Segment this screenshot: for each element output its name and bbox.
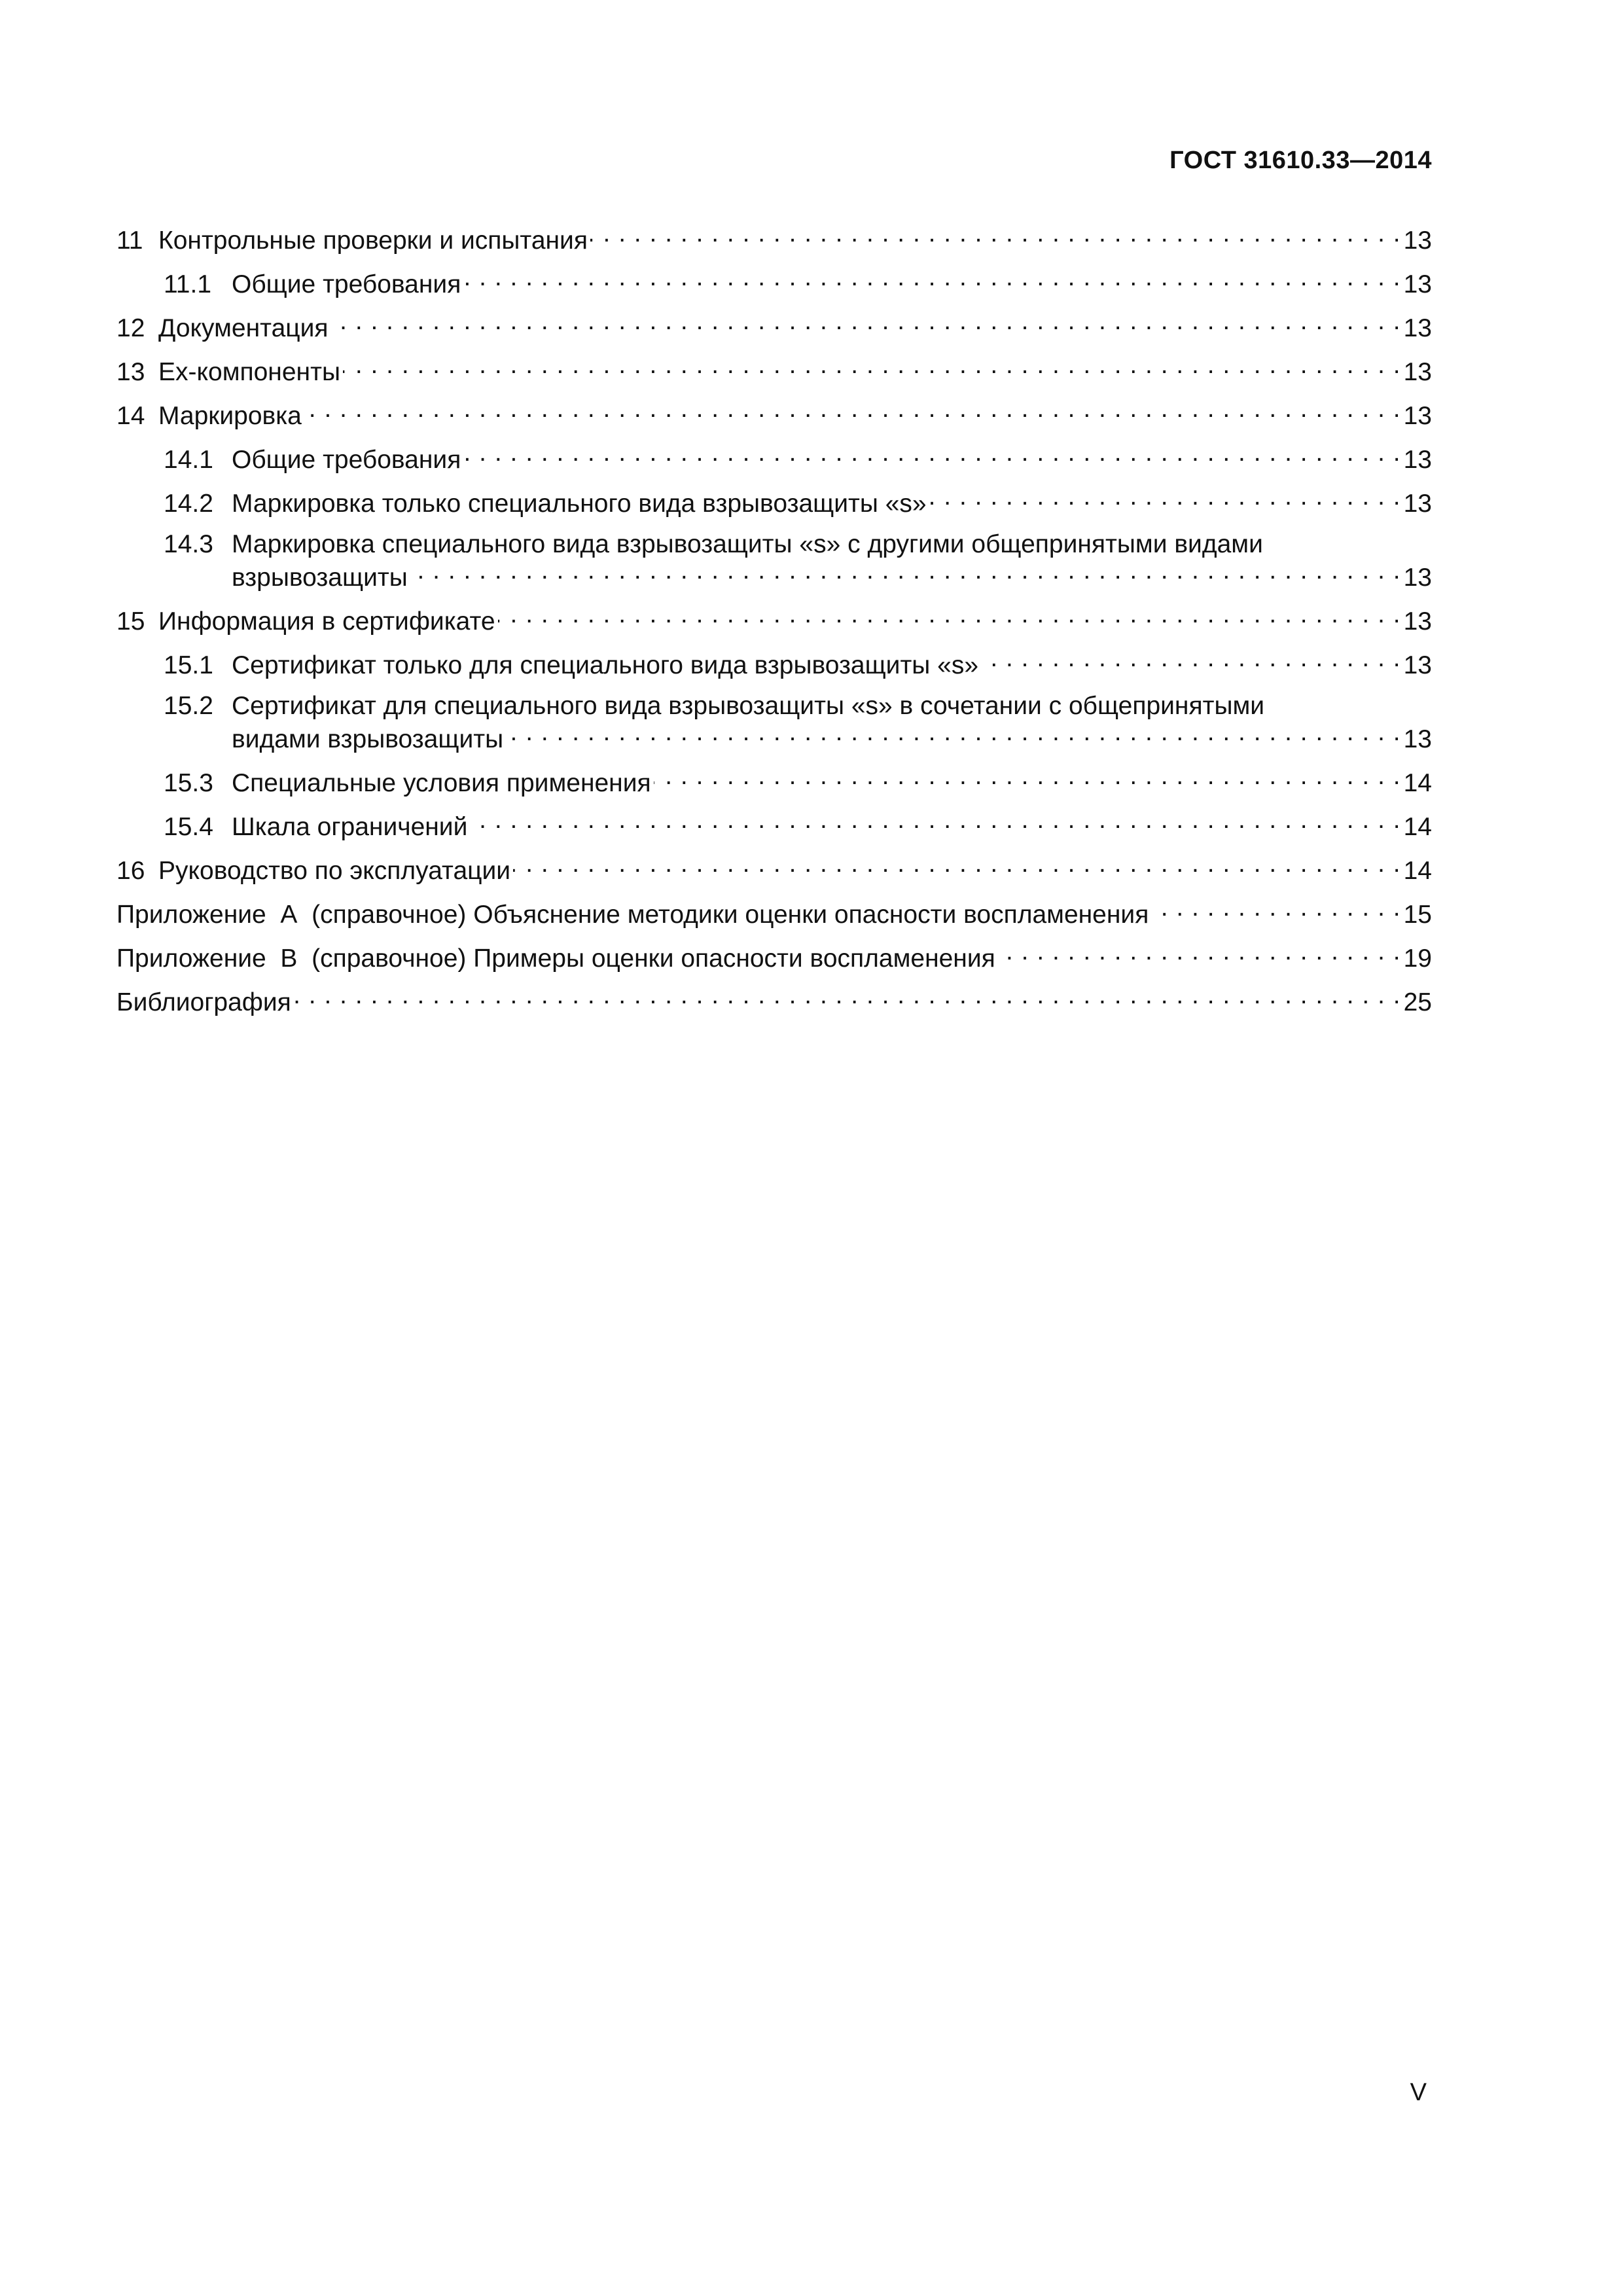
toc-entry-11[interactable] [116, 223, 1432, 256]
dot-leader [981, 647, 1401, 673]
dot-leader [513, 853, 1401, 879]
dot-leader [463, 266, 1400, 293]
toc-entry-number: 15.4 [164, 813, 213, 841]
toc-entry-page: 13 [1403, 725, 1432, 753]
toc-entry-title: Информация в сертификате [158, 607, 495, 636]
toc-entry-appendix-a[interactable] [116, 897, 1432, 930]
toc-entry-page: 14 [1403, 857, 1432, 885]
toc-entry-title: Руководство по эксплуатации [158, 857, 511, 885]
toc-entry-page: 13 [1403, 270, 1432, 298]
toc-entry-page: 13 [1403, 314, 1432, 342]
toc-entry-number: 14.3 [164, 530, 213, 558]
toc-entry-title: Общие требования [232, 270, 461, 298]
dot-leader [1151, 897, 1400, 923]
toc-entry-number: 16 [116, 857, 145, 885]
dot-leader [331, 310, 1401, 336]
toc-entry-12[interactable] [116, 310, 1432, 344]
dot-leader [343, 354, 1401, 380]
dot-leader [998, 941, 1401, 967]
toc-entry-page: 13 [1403, 402, 1432, 430]
toc-entry-15-2[interactable] [116, 691, 1432, 755]
toc-entry-number: 15.2 [164, 692, 213, 720]
toc-entry-16[interactable] [116, 853, 1432, 886]
toc-entry-title: Документация [158, 314, 329, 342]
toc-entry-14-1[interactable] [116, 442, 1432, 475]
toc-entry-page: 14 [1403, 769, 1432, 797]
toc-entry-number: 15.3 [164, 769, 213, 797]
dot-leader [304, 398, 1401, 424]
toc-entry-number: 15 [116, 607, 145, 636]
dot-leader [294, 984, 1401, 1011]
toc-entry-title: Приложение А (справочное) Объяснение методики оценки опасности воспламенения [116, 901, 1149, 929]
toc-entry-15-4[interactable] [116, 809, 1432, 842]
toc-entry-page: 13 [1403, 564, 1432, 592]
toc-entry-number: 12 [116, 314, 145, 342]
toc-entry-title-line2: видами взрывозащиты [232, 725, 504, 753]
toc-entry-title-line1: Сертификат для специального вида взрывозащиты «s» в сочетании с общепринятыми [232, 692, 1265, 720]
dot-leader [498, 603, 1401, 630]
toc-entry-14-3[interactable] [116, 529, 1432, 593]
toc-entry-title: Библиография [116, 988, 291, 1016]
toc-entry-number: 14 [116, 402, 145, 430]
toc-entry-title: Маркировка [158, 402, 302, 430]
toc-entry-title: Контрольные проверки и испытания [158, 226, 588, 255]
toc-entry-page: 13 [1403, 651, 1432, 679]
toc-entry-11-1[interactable] [116, 266, 1432, 300]
toc-entry-page: 14 [1403, 813, 1432, 841]
toc-entry-number: 14.1 [164, 446, 213, 474]
toc-entry-title: Приложение В (справочное) Примеры оценки опасности воспламенения [116, 944, 995, 973]
page-number: V [1410, 2079, 1427, 2106]
toc-entry-15-3[interactable] [116, 765, 1432, 798]
dot-leader [470, 809, 1400, 835]
dot-leader [463, 442, 1400, 468]
toc-entry-title: Ех-компоненты [158, 358, 340, 386]
toc-entry-number: 11.1 [164, 270, 212, 298]
toc-entry-number: 13 [116, 358, 145, 386]
toc-entry-13[interactable] [116, 354, 1432, 387]
toc-entry-title-line2: взрывозащиты [232, 564, 408, 592]
toc-entry-title: Специальные условия применения [232, 769, 651, 797]
dot-leader [929, 486, 1401, 512]
toc-entry-page: 13 [1403, 490, 1432, 518]
toc-entry-page: 13 [1403, 358, 1432, 386]
dot-leader [410, 560, 1401, 586]
toc-entry-page: 15 [1403, 901, 1432, 929]
table-of-contents [116, 223, 1432, 1028]
toc-entry-page: 13 [1403, 446, 1432, 474]
toc-entry-title: Сертификат только для специального вида взрывозащиты «s» [232, 651, 979, 679]
toc-entry-title: Шкала ограничений [232, 813, 468, 841]
toc-entry-page: 25 [1403, 988, 1432, 1016]
toc-entry-15-1[interactable] [116, 647, 1432, 681]
toc-entry-number: 15.1 [164, 651, 213, 679]
document-code: ГОСТ 31610.33—2014 [1169, 147, 1432, 174]
toc-entry-14-2[interactable] [116, 486, 1432, 519]
toc-entry-page: 19 [1403, 944, 1432, 973]
toc-entry-number: 14.2 [164, 490, 213, 518]
dot-leader [590, 223, 1401, 249]
toc-entry-appendix-b[interactable] [116, 941, 1432, 974]
toc-entry-title-line1: Маркировка специального вида взрывозащиты «s» с другими общепринятыми видами [232, 530, 1263, 558]
toc-entry-bibliography[interactable] [116, 984, 1432, 1018]
toc-entry-page: 13 [1403, 607, 1432, 636]
toc-entry-number: 11 [116, 226, 143, 255]
dot-leader [506, 721, 1400, 747]
toc-entry-title: Маркировка только специального вида взрывозащиты «s» [232, 490, 927, 518]
toc-entry-14[interactable] [116, 398, 1432, 431]
toc-entry-15[interactable] [116, 603, 1432, 637]
dot-leader [654, 765, 1401, 791]
toc-entry-title: Общие требования [232, 446, 461, 474]
toc-entry-page: 13 [1403, 226, 1432, 255]
